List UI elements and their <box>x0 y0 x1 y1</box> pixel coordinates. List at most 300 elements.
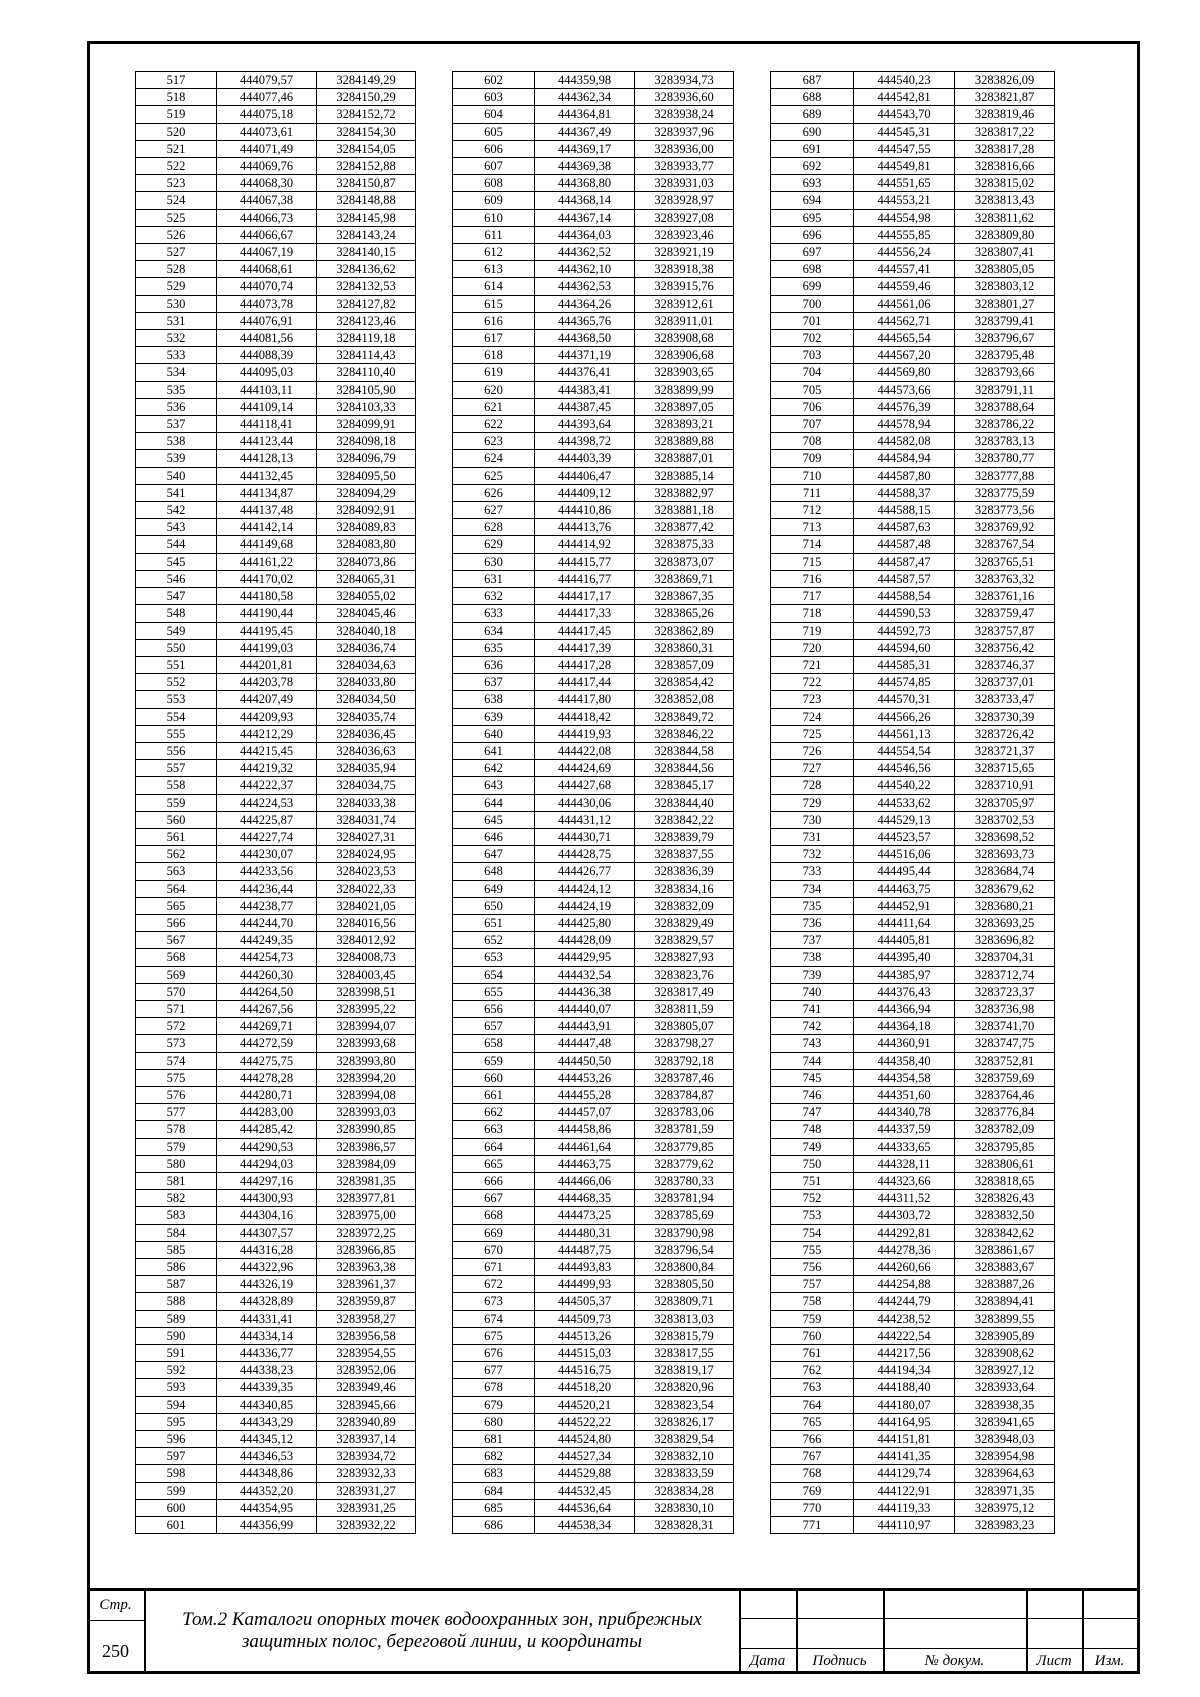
point-number: 633 <box>453 605 535 622</box>
point-number: 680 <box>453 1413 535 1430</box>
y-coordinate: 3283815,79 <box>635 1327 734 1344</box>
table-row <box>136 72 416 89</box>
point-number: 666 <box>453 1173 535 1190</box>
x-coordinate: 444430,71 <box>535 828 635 845</box>
point-number: 560 <box>136 811 217 828</box>
point-number: 659 <box>453 1052 535 1069</box>
y-coordinate: 3284149,29 <box>317 72 416 89</box>
x-coordinate: 444440,07 <box>535 1000 635 1017</box>
y-coordinate: 3283862,89 <box>635 622 734 639</box>
table-row <box>771 1224 1055 1241</box>
point-number: 662 <box>453 1104 535 1121</box>
table-row <box>453 89 734 106</box>
y-coordinate: 3284024,95 <box>317 846 416 863</box>
y-coordinate: 3283899,55 <box>955 1310 1055 1327</box>
y-coordinate: 3284003,45 <box>317 966 416 983</box>
x-coordinate: 444323,66 <box>854 1173 955 1190</box>
x-coordinate: 444416,77 <box>535 570 635 587</box>
table-row <box>771 72 1055 89</box>
y-coordinate: 3283702,53 <box>955 811 1055 828</box>
y-coordinate: 3283779,62 <box>635 1155 734 1172</box>
point-number: 623 <box>453 433 535 450</box>
y-coordinate: 3283927,12 <box>955 1362 1055 1379</box>
point-number: 722 <box>771 674 854 691</box>
x-coordinate: 444524,80 <box>535 1431 635 1448</box>
y-coordinate: 3283903,65 <box>635 364 734 381</box>
point-number: 653 <box>453 949 535 966</box>
table-row <box>453 639 734 656</box>
point-number: 712 <box>771 502 854 519</box>
x-coordinate: 444225,87 <box>217 811 317 828</box>
x-coordinate: 444328,89 <box>217 1293 317 1310</box>
y-coordinate: 3283826,43 <box>955 1190 1055 1207</box>
point-number: 619 <box>453 364 535 381</box>
point-number: 547 <box>136 588 217 605</box>
table-row <box>771 175 1055 192</box>
table-row <box>136 1104 416 1121</box>
table-row <box>771 1035 1055 1052</box>
x-coordinate: 444516,06 <box>854 846 955 863</box>
table-row <box>771 433 1055 450</box>
point-number: 641 <box>453 742 535 759</box>
x-coordinate: 444292,81 <box>854 1224 955 1241</box>
point-number: 740 <box>771 983 854 1000</box>
table-row <box>771 1482 1055 1499</box>
table-row <box>136 914 416 931</box>
table-row <box>136 570 416 587</box>
y-coordinate: 3283759,47 <box>955 605 1055 622</box>
x-coordinate: 444364,81 <box>535 106 635 123</box>
point-number: 635 <box>453 639 535 656</box>
point-number: 601 <box>136 1517 217 1534</box>
point-number: 603 <box>453 89 535 106</box>
x-coordinate: 444422,08 <box>535 742 635 759</box>
table-row <box>771 1121 1055 1138</box>
table-row <box>136 1241 416 1258</box>
x-coordinate: 444164,95 <box>854 1413 955 1430</box>
table-row <box>771 295 1055 312</box>
x-coordinate: 444264,50 <box>217 983 317 1000</box>
x-coordinate: 444180,07 <box>854 1396 955 1413</box>
point-number: 608 <box>453 175 535 192</box>
x-coordinate: 444365,76 <box>535 312 635 329</box>
y-coordinate: 3283767,54 <box>955 536 1055 553</box>
y-coordinate: 3284105,90 <box>317 381 416 398</box>
point-number: 746 <box>771 1086 854 1103</box>
point-number: 672 <box>453 1276 535 1293</box>
y-coordinate: 3283849,72 <box>635 708 734 725</box>
y-coordinate: 3283781,94 <box>635 1190 734 1207</box>
x-coordinate: 444076,91 <box>217 312 317 329</box>
y-coordinate: 3283805,50 <box>635 1276 734 1293</box>
point-number: 735 <box>771 897 854 914</box>
point-number: 694 <box>771 192 854 209</box>
table-row <box>136 347 416 364</box>
table-row <box>453 519 734 536</box>
point-number: 729 <box>771 794 854 811</box>
point-number: 531 <box>136 312 217 329</box>
x-coordinate: 444219,32 <box>217 760 317 777</box>
point-number: 631 <box>453 570 535 587</box>
y-coordinate: 3284016,56 <box>317 914 416 931</box>
y-coordinate: 3284096,79 <box>317 450 416 467</box>
point-number: 715 <box>771 553 854 570</box>
y-coordinate: 3284152,88 <box>317 158 416 175</box>
y-coordinate: 3283936,00 <box>635 140 734 157</box>
x-coordinate: 444316,28 <box>217 1241 317 1258</box>
y-coordinate: 3283780,77 <box>955 450 1055 467</box>
y-coordinate: 3283994,08 <box>317 1086 416 1103</box>
table-row <box>453 1327 734 1344</box>
table-row <box>136 1000 416 1017</box>
x-coordinate: 444515,03 <box>535 1345 635 1362</box>
x-coordinate: 444151,81 <box>854 1431 955 1448</box>
point-number: 628 <box>453 519 535 536</box>
point-number: 559 <box>136 794 217 811</box>
point-number: 754 <box>771 1224 854 1241</box>
x-coordinate: 444354,58 <box>854 1069 955 1086</box>
x-coordinate: 444294,03 <box>217 1155 317 1172</box>
point-number: 728 <box>771 777 854 794</box>
point-number: 588 <box>136 1293 217 1310</box>
point-number: 618 <box>453 347 535 364</box>
x-coordinate: 444278,36 <box>854 1241 955 1258</box>
point-number: 703 <box>771 347 854 364</box>
y-coordinate: 3283791,11 <box>955 381 1055 398</box>
point-number: 678 <box>453 1379 535 1396</box>
y-coordinate: 3283765,51 <box>955 553 1055 570</box>
point-number: 591 <box>136 1345 217 1362</box>
y-coordinate: 3284027,31 <box>317 828 416 845</box>
x-coordinate: 444570,31 <box>854 691 955 708</box>
table-row <box>136 1173 416 1190</box>
table-row <box>771 742 1055 759</box>
point-number: 564 <box>136 880 217 897</box>
x-coordinate: 444457,07 <box>535 1104 635 1121</box>
y-coordinate: 3284110,40 <box>317 364 416 381</box>
table-row <box>771 622 1055 639</box>
y-coordinate: 3283819,46 <box>955 106 1055 123</box>
x-coordinate: 444362,52 <box>535 244 635 261</box>
table-row <box>771 897 1055 914</box>
y-coordinate: 3284065,31 <box>317 570 416 587</box>
point-number: 610 <box>453 209 535 226</box>
x-coordinate: 444275,75 <box>217 1052 317 1069</box>
y-coordinate: 3284073,86 <box>317 553 416 570</box>
y-coordinate: 3283842,22 <box>635 811 734 828</box>
point-number: 668 <box>453 1207 535 1224</box>
y-coordinate: 3283764,46 <box>955 1086 1055 1103</box>
y-coordinate: 3283805,05 <box>955 261 1055 278</box>
table-row <box>771 1052 1055 1069</box>
y-coordinate: 3283817,22 <box>955 123 1055 140</box>
y-coordinate: 3283975,00 <box>317 1207 416 1224</box>
y-coordinate: 3284123,46 <box>317 312 416 329</box>
y-coordinate: 3283972,25 <box>317 1224 416 1241</box>
point-number: 632 <box>453 588 535 605</box>
y-coordinate: 3283787,46 <box>635 1069 734 1086</box>
point-number: 634 <box>453 622 535 639</box>
y-coordinate: 3283788,64 <box>955 398 1055 415</box>
x-coordinate: 444450,50 <box>535 1052 635 1069</box>
y-coordinate: 3284035,74 <box>317 708 416 725</box>
x-coordinate: 444137,48 <box>217 502 317 519</box>
y-coordinate: 3283811,59 <box>635 1000 734 1017</box>
y-coordinate: 3283931,25 <box>317 1499 416 1516</box>
coordinate-table-3 <box>770 71 1055 1534</box>
point-number: 763 <box>771 1379 854 1396</box>
x-coordinate: 444331,41 <box>217 1310 317 1327</box>
x-coordinate: 444582,08 <box>854 433 955 450</box>
x-coordinate: 444088,39 <box>217 347 317 364</box>
point-number: 626 <box>453 484 535 501</box>
table-row <box>136 1310 416 1327</box>
point-number: 660 <box>453 1069 535 1086</box>
table-row <box>771 1138 1055 1155</box>
y-coordinate: 3284098,18 <box>317 433 416 450</box>
point-number: 671 <box>453 1259 535 1276</box>
y-coordinate: 3283815,02 <box>955 175 1055 192</box>
table-row <box>771 1448 1055 1465</box>
y-coordinate: 3283783,06 <box>635 1104 734 1121</box>
point-number: 553 <box>136 691 217 708</box>
point-number: 578 <box>136 1121 217 1138</box>
y-coordinate: 3283966,85 <box>317 1241 416 1258</box>
table-row <box>453 811 734 828</box>
table-row <box>453 1173 734 1190</box>
y-coordinate: 3283736,98 <box>955 1000 1055 1017</box>
table-row <box>771 519 1055 536</box>
point-number: 661 <box>453 1086 535 1103</box>
x-coordinate: 444149,68 <box>217 536 317 553</box>
x-coordinate: 444322,96 <box>217 1259 317 1276</box>
table-row <box>453 1190 734 1207</box>
x-coordinate: 444417,80 <box>535 691 635 708</box>
point-number: 518 <box>136 89 217 106</box>
table-row <box>136 484 416 501</box>
x-coordinate: 444561,06 <box>854 295 955 312</box>
point-number: 748 <box>771 1121 854 1138</box>
y-coordinate: 3283931,03 <box>635 175 734 192</box>
y-coordinate: 3284132,53 <box>317 278 416 295</box>
point-number: 704 <box>771 364 854 381</box>
y-coordinate: 3283998,51 <box>317 983 416 1000</box>
y-coordinate: 3283830,10 <box>635 1499 734 1516</box>
x-coordinate: 444565,54 <box>854 330 955 347</box>
point-number: 741 <box>771 1000 854 1017</box>
point-number: 638 <box>453 691 535 708</box>
table-row <box>771 312 1055 329</box>
y-coordinate: 3283680,21 <box>955 897 1055 914</box>
point-number: 639 <box>453 708 535 725</box>
x-coordinate: 444376,41 <box>535 364 635 381</box>
table-row <box>136 1224 416 1241</box>
point-number: 667 <box>453 1190 535 1207</box>
x-coordinate: 444209,93 <box>217 708 317 725</box>
y-coordinate: 3283948,03 <box>955 1431 1055 1448</box>
table-row <box>453 1086 734 1103</box>
point-number: 643 <box>453 777 535 794</box>
y-coordinate: 3283806,61 <box>955 1155 1055 1172</box>
table-row <box>771 1069 1055 1086</box>
x-coordinate: 444417,44 <box>535 674 635 691</box>
x-coordinate: 444297,16 <box>217 1173 317 1190</box>
point-number: 705 <box>771 381 854 398</box>
point-number: 529 <box>136 278 217 295</box>
y-coordinate: 3283906,68 <box>635 347 734 364</box>
point-number: 570 <box>136 983 217 1000</box>
table-row <box>136 1517 416 1534</box>
x-coordinate: 444194,34 <box>854 1362 955 1379</box>
x-coordinate: 444554,54 <box>854 742 955 759</box>
y-coordinate: 3283937,96 <box>635 123 734 140</box>
point-number: 716 <box>771 570 854 587</box>
table-row <box>453 674 734 691</box>
point-number: 651 <box>453 914 535 931</box>
y-coordinate: 3284034,75 <box>317 777 416 794</box>
table-row <box>453 828 734 845</box>
x-coordinate: 444505,37 <box>535 1293 635 1310</box>
x-coordinate: 444540,23 <box>854 72 955 89</box>
table-row <box>136 846 416 863</box>
y-coordinate: 3283801,27 <box>955 295 1055 312</box>
table-row <box>453 708 734 725</box>
table-row <box>136 158 416 175</box>
point-number: 649 <box>453 880 535 897</box>
x-coordinate: 444561,13 <box>854 725 955 742</box>
y-coordinate: 3283861,67 <box>955 1241 1055 1258</box>
y-coordinate: 3284022,33 <box>317 880 416 897</box>
point-number: 691 <box>771 140 854 157</box>
page-label: Стр. <box>99 1597 132 1613</box>
x-coordinate: 444371,19 <box>535 347 635 364</box>
point-number: 731 <box>771 828 854 845</box>
x-coordinate: 444129,74 <box>854 1465 955 1482</box>
point-number: 539 <box>136 450 217 467</box>
point-number: 720 <box>771 639 854 656</box>
table-row <box>453 880 734 897</box>
y-coordinate: 3283932,22 <box>317 1517 416 1534</box>
table-row <box>136 1431 416 1448</box>
y-coordinate: 3283805,07 <box>635 1018 734 1035</box>
table-row <box>771 244 1055 261</box>
point-number: 736 <box>771 914 854 931</box>
point-number: 576 <box>136 1086 217 1103</box>
point-number: 756 <box>771 1259 854 1276</box>
x-coordinate: 444383,41 <box>535 381 635 398</box>
x-coordinate: 444254,88 <box>854 1276 955 1293</box>
x-coordinate: 444362,10 <box>535 261 635 278</box>
y-coordinate: 3283829,54 <box>635 1431 734 1448</box>
y-coordinate: 3283829,49 <box>635 914 734 931</box>
x-coordinate: 444567,20 <box>854 347 955 364</box>
y-coordinate: 3283867,35 <box>635 588 734 605</box>
table-row <box>136 450 416 467</box>
y-coordinate: 3283994,07 <box>317 1018 416 1035</box>
table-row <box>771 828 1055 845</box>
table-row <box>453 502 734 519</box>
x-coordinate: 444590,53 <box>854 605 955 622</box>
table-row <box>453 536 734 553</box>
point-number: 551 <box>136 656 217 673</box>
y-coordinate: 3283873,07 <box>635 553 734 570</box>
y-coordinate: 3284034,50 <box>317 691 416 708</box>
point-number: 546 <box>136 570 217 587</box>
x-coordinate: 444123,44 <box>217 433 317 450</box>
point-number: 743 <box>771 1035 854 1052</box>
y-coordinate: 3283949,46 <box>317 1379 416 1396</box>
x-coordinate: 444425,80 <box>535 914 635 931</box>
x-coordinate: 444095,03 <box>217 364 317 381</box>
point-number: 549 <box>136 622 217 639</box>
table-row <box>453 347 734 364</box>
y-coordinate: 3283889,88 <box>635 433 734 450</box>
x-coordinate: 444545,31 <box>854 123 955 140</box>
y-coordinate: 3284127,82 <box>317 295 416 312</box>
table-row <box>453 140 734 157</box>
table-row <box>136 1396 416 1413</box>
y-coordinate: 3283817,55 <box>635 1345 734 1362</box>
point-number: 673 <box>453 1293 535 1310</box>
x-coordinate: 444249,35 <box>217 932 317 949</box>
x-coordinate: 444468,35 <box>535 1190 635 1207</box>
point-number: 696 <box>771 226 854 243</box>
point-number: 695 <box>771 209 854 226</box>
table-row <box>771 106 1055 123</box>
point-number: 541 <box>136 484 217 501</box>
point-number: 693 <box>771 175 854 192</box>
point-number: 744 <box>771 1052 854 1069</box>
x-coordinate: 444410,86 <box>535 502 635 519</box>
y-coordinate: 3283875,33 <box>635 536 734 553</box>
table-row <box>771 416 1055 433</box>
y-coordinate: 3284040,18 <box>317 622 416 639</box>
y-coordinate: 3284045,46 <box>317 605 416 622</box>
table-row <box>771 1413 1055 1430</box>
y-coordinate: 3283932,33 <box>317 1465 416 1482</box>
y-coordinate: 3283854,42 <box>635 674 734 691</box>
y-coordinate: 3283832,10 <box>635 1448 734 1465</box>
point-number: 655 <box>453 983 535 1000</box>
point-number: 555 <box>136 725 217 742</box>
y-coordinate: 3283741,70 <box>955 1018 1055 1035</box>
y-coordinate: 3283833,59 <box>635 1465 734 1482</box>
table-row <box>771 949 1055 966</box>
table-row <box>771 570 1055 587</box>
x-coordinate: 444346,53 <box>217 1448 317 1465</box>
x-coordinate: 444452,91 <box>854 897 955 914</box>
point-number: 642 <box>453 760 535 777</box>
table-row <box>453 656 734 673</box>
col-signature: Подпись <box>812 1653 867 1669</box>
table-row <box>136 1345 416 1362</box>
point-number: 765 <box>771 1413 854 1430</box>
x-coordinate: 444212,29 <box>217 725 317 742</box>
y-coordinate: 3283819,17 <box>635 1362 734 1379</box>
y-coordinate: 3283836,39 <box>635 863 734 880</box>
point-number: 698 <box>771 261 854 278</box>
table-row <box>453 1155 734 1172</box>
table-row <box>136 811 416 828</box>
x-coordinate: 444527,34 <box>535 1448 635 1465</box>
point-number: 520 <box>136 123 217 140</box>
point-number: 534 <box>136 364 217 381</box>
point-number: 647 <box>453 846 535 863</box>
x-coordinate: 444356,99 <box>217 1517 317 1534</box>
x-coordinate: 444300,93 <box>217 1190 317 1207</box>
table-row <box>453 1259 734 1276</box>
table-row <box>136 1413 416 1430</box>
